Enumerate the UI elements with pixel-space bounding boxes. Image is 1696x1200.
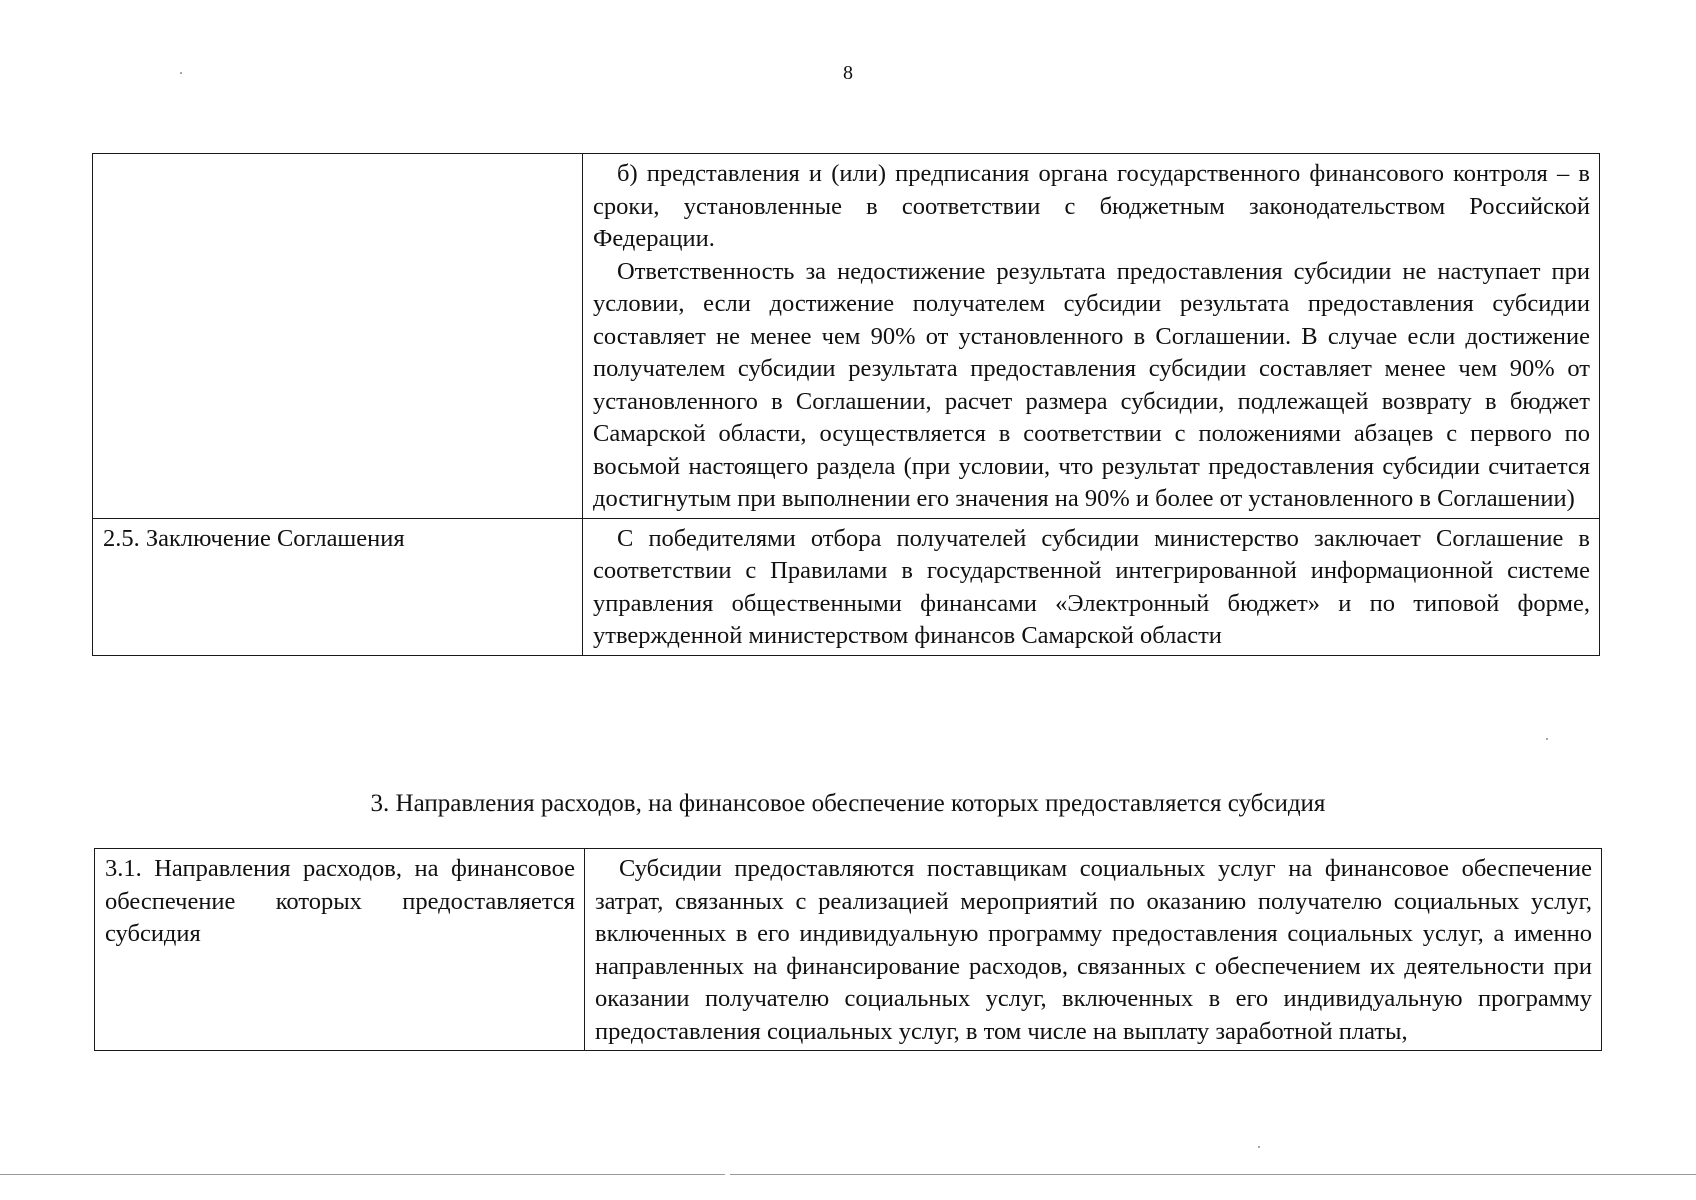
scan-speck	[1546, 738, 1548, 740]
paragraph: С победителями отбора получателей субсидии министерство заключает Соглашение в соответствии с Правилами в государственной интегрированной информационной системе управления общественными финансами «Электронный бюджет» и по типовой форме, утвержденной министерством финансов Самарской области	[593, 524, 1590, 649]
row-label: 3.1. Направления расходов, на финансовое обеспечение которых предоставляется субсидия	[95, 849, 585, 1051]
table-row	[93, 154, 1600, 519]
section-3-table	[94, 848, 1602, 1051]
paragraph: Субсидии предоставляются поставщикам социальных услуг на финансовое обеспечение затрат, связанных с реализацией мероприятий по оказанию получателю социальных услуг, включенных в его индивидуальную программу предоставления социальных услуг, а именно направленных на финансирование расходов, связанных с обеспечением их деятельности при оказании получателю социальных услуг, включенных в его индивидуальную программу предоставления социальных услуг, в том числе на выплату заработной платы,	[595, 855, 1592, 1045]
paragraph: Ответственность за недостижение результата предоставления субсидии не наступает при условии, если достижение получателем субсидии результата предоставления субсидии составляет не менее чем 90% от установленного в Соглашении. В случае если достижение получателем субсидии результата предоставления субсидии составляет менее чем 90% от установленного в Соглашении, расчет размера субсидии, подлежащей возврату в бюджет Самарской области, осуществляется в соответствии с положениями абзацев с первого по восьмой настоящего раздела (при условии, что результат предоставления субсидии считается достигнутым при выполнении его значения на 90% и более от установленного в Соглашении)	[593, 257, 1590, 512]
row-label	[93, 154, 583, 519]
table-row	[93, 518, 1600, 655]
row-label: 2.5. Заключение Соглашения	[93, 518, 583, 655]
scan-speck	[1258, 1146, 1260, 1148]
paragraph: б) представления и (или) предписания органа государственного финансового контроля – в сроки, установленные в соответствии с бюджетным законодательством Российской Федерации.	[593, 160, 1590, 252]
section-2-table	[92, 153, 1600, 656]
table-row	[95, 849, 1602, 1051]
row-content	[583, 518, 1600, 655]
scan-speck	[180, 72, 182, 74]
row-content	[583, 154, 1600, 519]
row-content	[585, 849, 1602, 1051]
page-number: 8	[843, 62, 853, 84]
section-heading: 3. Направления расходов, на финансовое обеспечение которых предоставляется субсидия	[370, 790, 1326, 817]
scan-edge-line	[730, 1174, 1696, 1175]
scan-edge-line	[0, 1174, 725, 1175]
